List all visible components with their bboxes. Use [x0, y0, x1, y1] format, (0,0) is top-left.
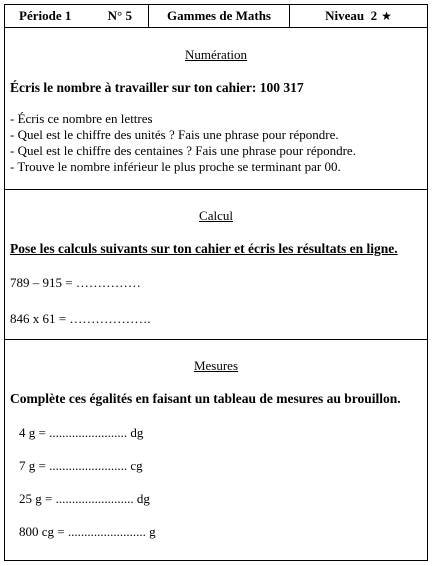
mesures-title: Mesures: [193, 358, 239, 373]
niveau-label: Niveau 2: [325, 8, 378, 23]
star-icon: ★: [381, 9, 392, 23]
measure-exercise: 800 cg = ........................ g: [19, 524, 156, 539]
measure-exercise: 7 g = ........................ cg: [19, 458, 143, 473]
periode-label: Période 1: [19, 8, 72, 23]
calcul-section: [5, 190, 427, 340]
list-item: - Écris ce nombre en lettres: [10, 111, 153, 126]
numeration-instruction: Écris le nombre à travailler sur ton cahier: 100 317: [10, 80, 304, 95]
list-item: - Trouve le nombre inférieur le plus proche se terminant par 00.: [10, 159, 341, 174]
calcul-title: Calcul: [199, 208, 233, 223]
calc-exercise: 789 – 915 = ……………: [10, 275, 141, 290]
worksheet-header: [5, 5, 427, 28]
mesures-section: [5, 340, 427, 560]
header-periode-cell: [5, 5, 149, 27]
numeration-section: [5, 28, 427, 190]
calcul-instruction: Pose les calculs suivants sur ton cahier et écris les résultats en ligne.: [10, 241, 398, 256]
header-title-cell: [149, 5, 290, 27]
list-item: - Quel est le chiffre des unités ? Fais une phrase pour répondre.: [10, 127, 339, 142]
mesures-instruction: Complète ces égalités en faisant un tableau de mesures au brouillon.: [10, 391, 401, 406]
measure-exercise: 25 g = ........................ dg: [19, 491, 150, 506]
numeration-items: [5, 111, 427, 175]
worksheet-title: Gammes de Maths: [167, 8, 271, 23]
calc-exercise: 846 x 61 = ……………….: [10, 311, 151, 326]
numero-label: N° 5: [107, 8, 132, 23]
numeration-title: Numération: [184, 47, 248, 62]
measure-exercise: 4 g = ........................ dg: [19, 425, 144, 440]
header-niveau-cell: [290, 5, 427, 27]
worksheet: [4, 4, 428, 561]
list-item: - Quel est le chiffre des centaines ? Fais une phrase pour répondre.: [10, 143, 356, 158]
